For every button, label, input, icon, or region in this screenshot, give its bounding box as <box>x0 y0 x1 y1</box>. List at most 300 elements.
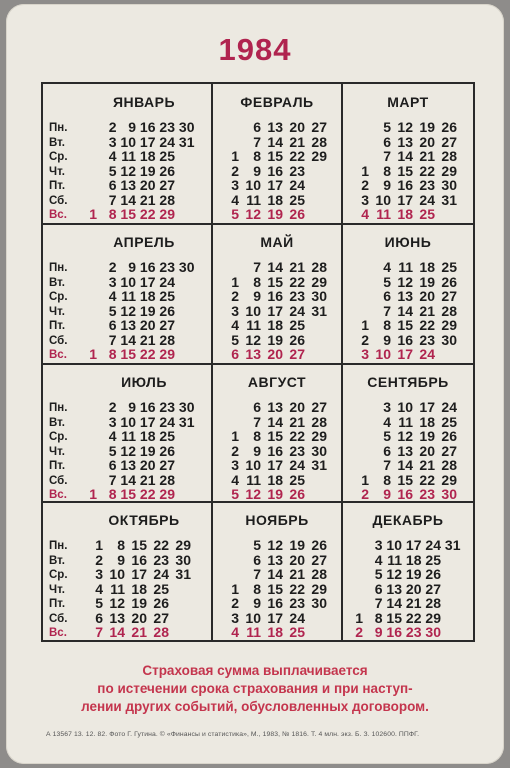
calendar-day: 5 <box>108 162 117 179</box>
calendar-day: 12 <box>245 206 261 222</box>
calendar-day: 5 <box>108 302 117 319</box>
calendar-day: 28 <box>441 457 457 473</box>
calendar-day: 25 <box>425 551 441 568</box>
calendar-day: 9 <box>253 595 261 611</box>
weekday-label: Пн. <box>49 540 68 552</box>
calendar-day: 11 <box>246 317 261 333</box>
calendar-day: 28 <box>311 259 327 275</box>
calendar-day: 25 <box>159 288 175 304</box>
month-name: ДЕКАБРЬ <box>372 512 444 528</box>
weekday-label: Вт. <box>49 416 65 429</box>
calendar-day: 7 <box>253 566 261 582</box>
calendar-day: 16 <box>267 162 283 179</box>
calendar-day: 5 <box>231 331 239 348</box>
calendar-day: 28 <box>153 624 169 640</box>
calendar-day: 13 <box>267 119 283 135</box>
weekday-label: Пт. <box>49 180 66 192</box>
calendar-day: 30 <box>311 288 327 304</box>
calendar-day: 3 <box>231 177 239 193</box>
calendar-day: 4 <box>231 624 239 640</box>
calendar-day: 21 <box>419 148 435 164</box>
calendar-day: 5 <box>374 566 383 582</box>
calendar-day: 20 <box>419 288 435 304</box>
calendar-day: 14 <box>397 457 413 473</box>
calendar-day: 30 <box>425 624 441 640</box>
calendar-day: 11 <box>121 288 136 304</box>
calendar-day: 19 <box>419 119 435 135</box>
insurance-note-line: по истечении срока страхования и при наступ- <box>97 681 413 696</box>
calendar-day: 15 <box>120 346 136 362</box>
calendar-day: 28 <box>159 331 175 348</box>
calendar-day: 3 <box>231 457 239 473</box>
calendar-day: 17 <box>405 537 422 553</box>
calendar-day: 24 <box>419 346 435 362</box>
calendar-day: 9 <box>383 177 391 193</box>
calendar-day: 17 <box>419 399 435 415</box>
calendar-day: 18 <box>267 191 283 208</box>
calendar-day: 31 <box>178 133 195 150</box>
calendar-day: 30 <box>441 177 457 193</box>
calendar-day: 30 <box>178 399 195 415</box>
calendar-day: 8 <box>108 346 117 362</box>
calendar-day: 28 <box>311 133 327 150</box>
calendar-day: 6 <box>108 177 117 193</box>
calendar-day: 14 <box>397 302 413 319</box>
insurance-note-line: лении других событий, обусловленных договором. <box>81 699 429 714</box>
weekday-label: Пн. <box>49 122 68 134</box>
calendar-day: 7 <box>383 457 391 473</box>
calendar-year: 1984 <box>218 32 292 67</box>
calendar-day: 12 <box>109 595 125 611</box>
calendar-day: 16 <box>397 486 413 502</box>
calendar-day: 25 <box>441 413 457 430</box>
calendar-day: 4 <box>108 148 117 164</box>
calendar-day: 22 <box>153 537 169 553</box>
calendar-day: 22 <box>419 317 435 333</box>
calendar-day: 11 <box>387 551 402 568</box>
calendar-day: 24 <box>289 457 305 473</box>
calendar-day: 10 <box>386 537 402 553</box>
calendar-day: 10 <box>397 399 413 415</box>
calendar-day: 30 <box>178 119 195 135</box>
calendar-day: 1 <box>361 471 369 488</box>
calendar-day: 29 <box>425 609 441 626</box>
calendar-day: 19 <box>131 595 147 611</box>
calendar-day: 7 <box>253 259 261 275</box>
month-name: ИЮЛЬ <box>121 374 167 390</box>
calendar-day: 19 <box>139 162 156 179</box>
calendar-day: 27 <box>159 457 175 473</box>
calendar-day: 11 <box>121 148 136 164</box>
calendar-day: 29 <box>311 580 327 597</box>
calendar-day: 27 <box>311 551 327 568</box>
calendar-day: 15 <box>267 428 283 444</box>
calendar-day: 20 <box>267 346 283 362</box>
calendar-day: 29 <box>175 537 191 553</box>
calendar-day: 1 <box>361 317 369 333</box>
calendar-day: 11 <box>246 471 261 488</box>
calendar-day: 30 <box>311 442 327 459</box>
calendar-day: 28 <box>159 471 175 488</box>
calendar-day: 15 <box>120 206 136 222</box>
calendar-day: 24 <box>441 399 457 415</box>
calendar-day: 29 <box>159 206 175 222</box>
month-name: МАРТ <box>387 94 429 110</box>
calendar-day: 6 <box>383 442 391 459</box>
calendar-day: 12 <box>267 537 283 553</box>
calendar-day: 25 <box>289 624 305 640</box>
calendar-day: 22 <box>419 471 435 488</box>
calendar-day: 3 <box>383 399 391 415</box>
calendar-day: 17 <box>131 566 147 582</box>
calendar-day: 12 <box>120 442 136 459</box>
calendar-day: 21 <box>419 302 435 319</box>
calendar-day: 2 <box>108 119 117 135</box>
calendar-day: 26 <box>289 206 305 222</box>
calendar-day: 26 <box>441 119 457 135</box>
month-block <box>213 364 341 502</box>
month-block <box>77 502 211 640</box>
calendar-day: 21 <box>139 191 156 208</box>
calendar-day: 4 <box>95 580 103 597</box>
calendar-day: 1 <box>231 428 239 444</box>
month-block <box>343 84 473 222</box>
weekday-label: Сб. <box>49 194 68 207</box>
calendar-day: 24 <box>159 413 175 430</box>
calendar-day: 12 <box>120 302 136 319</box>
calendar-day: 4 <box>383 259 391 275</box>
calendar-day: 24 <box>425 537 441 553</box>
calendar-day: 11 <box>246 624 261 640</box>
calendar-day: 12 <box>397 119 413 135</box>
calendar-day: 25 <box>289 471 305 488</box>
calendar-day: 4 <box>231 317 239 333</box>
calendar-day: 23 <box>153 551 169 568</box>
calendar-day: 6 <box>108 317 117 333</box>
weekday-label: Пн. <box>49 262 68 274</box>
weekday-label: Вс. <box>49 627 67 639</box>
weekday-label: Пт. <box>49 460 66 472</box>
calendar-day: 10 <box>245 609 261 626</box>
calendar-day: 6 <box>231 346 239 362</box>
calendar-day: 25 <box>159 148 175 164</box>
calendar-day: 27 <box>159 177 175 193</box>
calendar-day: 8 <box>117 537 125 553</box>
calendar-day: 14 <box>386 595 402 611</box>
calendar-day: 27 <box>153 609 169 626</box>
calendar-day: 19 <box>419 273 435 290</box>
month-block <box>77 84 211 222</box>
calendar-day: 17 <box>267 177 283 193</box>
calendar-day: 22 <box>289 273 305 290</box>
calendar-day: 26 <box>441 428 457 444</box>
calendar-day: 2 <box>95 551 103 568</box>
calendar-day: 2 <box>355 624 363 640</box>
calendar-day: 19 <box>267 486 283 502</box>
calendar-day: 27 <box>159 317 175 333</box>
calendar-day: 1 <box>231 148 239 164</box>
calendar-day: 23 <box>289 595 305 611</box>
calendar-day: 21 <box>131 624 147 640</box>
calendar-day: 31 <box>178 413 195 430</box>
calendar-day: 16 <box>139 399 156 415</box>
calendar-day: 26 <box>311 537 327 553</box>
month-block <box>343 364 473 502</box>
weekday-label: Сб. <box>49 612 68 625</box>
calendar-day: 21 <box>139 471 156 488</box>
calendar-day: 8 <box>253 428 261 444</box>
calendar-day: 24 <box>289 609 305 626</box>
calendar-day: 13 <box>397 288 413 304</box>
calendar-day: 29 <box>441 471 457 488</box>
calendar-day: 22 <box>289 148 305 164</box>
calendar-day: 16 <box>397 331 413 348</box>
calendar-day: 16 <box>386 624 402 640</box>
calendar-day: 23 <box>289 288 305 304</box>
calendar-day: 10 <box>245 177 261 193</box>
calendar-day: 9 <box>253 442 261 459</box>
calendar-day: 2 <box>108 399 117 415</box>
calendar-day: 24 <box>289 177 305 193</box>
calendar-day: 26 <box>441 273 457 290</box>
calendar-day: 22 <box>139 346 156 362</box>
calendar-day: 7 <box>108 331 117 348</box>
month-block <box>77 224 211 362</box>
calendar-day: 29 <box>311 273 327 290</box>
calendar-day: 21 <box>405 595 422 611</box>
calendar-day: 10 <box>120 133 136 150</box>
weekday-label: Вс. <box>49 349 67 361</box>
calendar-day: 2 <box>231 595 239 611</box>
calendar-day: 19 <box>267 331 283 348</box>
calendar-day: 13 <box>109 609 125 626</box>
calendar-day: 2 <box>231 162 239 179</box>
calendar-day: 14 <box>109 624 125 640</box>
calendar-day: 1 <box>89 206 97 222</box>
calendar-day: 6 <box>253 119 261 135</box>
calendar-day: 26 <box>159 442 175 459</box>
calendar-day: 9 <box>383 486 391 502</box>
calendar-day: 8 <box>383 471 391 488</box>
calendar-day: 9 <box>128 399 136 415</box>
calendar-day: 18 <box>139 148 156 164</box>
calendar-day: 5 <box>253 537 261 553</box>
calendar-day: 21 <box>289 259 305 275</box>
calendar-day: 15 <box>267 148 283 164</box>
calendar-day: 26 <box>425 566 441 582</box>
calendar-day: 20 <box>139 457 156 473</box>
calendar-day: 26 <box>289 486 305 502</box>
calendar-day: 1 <box>89 346 97 362</box>
calendar-day: 15 <box>120 486 136 502</box>
calendar-day: 23 <box>419 331 435 348</box>
calendar-day: 15 <box>267 273 283 290</box>
calendar-day: 25 <box>419 206 435 222</box>
weekday-label: Вт. <box>49 276 65 289</box>
insurance-note <box>6 662 504 716</box>
month-block <box>77 364 211 502</box>
calendar-day: 8 <box>253 273 261 290</box>
calendar-day: 7 <box>374 595 383 611</box>
month-name: ОКТЯБРЬ <box>108 512 180 528</box>
weekday-label: Чт. <box>49 445 65 458</box>
calendar-day: 4 <box>108 288 117 304</box>
calendar-day: 30 <box>311 595 327 611</box>
calendar-day: 21 <box>139 331 156 348</box>
calendar-day: 4 <box>108 428 117 444</box>
calendar-day: 27 <box>311 399 327 415</box>
calendar-day: 8 <box>108 486 117 502</box>
calendar-day: 3 <box>231 609 239 626</box>
calendar-day: 20 <box>131 609 147 626</box>
calendar-day: 24 <box>159 273 175 290</box>
calendar-day: 23 <box>159 259 175 275</box>
calendar-day: 27 <box>289 346 305 362</box>
calendar-day: 21 <box>289 413 305 430</box>
weekday-label: Вт. <box>49 554 65 567</box>
calendar-day: 27 <box>441 288 457 304</box>
calendar-day: 16 <box>397 177 413 193</box>
calendar-day: 26 <box>153 595 169 611</box>
calendar-day: 15 <box>386 609 402 626</box>
weekday-label: Ср. <box>49 431 68 443</box>
calendar-day: 4 <box>361 206 369 222</box>
calendar-day: 5 <box>383 273 391 290</box>
calendar-day: 1 <box>231 273 239 290</box>
calendar-day: 9 <box>128 259 136 275</box>
calendar-day: 19 <box>139 302 156 319</box>
calendar-day: 16 <box>139 119 156 135</box>
calendar-day: 10 <box>120 273 136 290</box>
calendar-day: 3 <box>108 413 117 430</box>
calendar-day: 13 <box>120 457 136 473</box>
calendar-day: 28 <box>441 148 457 164</box>
calendar-day: 6 <box>253 551 261 568</box>
month-name: ЯНВАРЬ <box>112 94 176 110</box>
calendar-day: 13 <box>245 346 261 362</box>
calendar-day: 5 <box>231 206 239 222</box>
calendar-day: 2 <box>231 442 239 459</box>
weekday-label: Чт. <box>49 583 65 596</box>
calendar-day: 12 <box>386 566 402 582</box>
weekday-label: Чт. <box>49 305 65 318</box>
calendar-day: 10 <box>375 346 391 362</box>
calendar-day: 6 <box>374 580 383 597</box>
month-block <box>213 84 341 222</box>
month-name: ИЮНЬ <box>384 234 432 250</box>
calendar-day: 18 <box>139 288 156 304</box>
calendar-day: 4 <box>231 191 239 208</box>
calendar-day: 19 <box>419 428 435 444</box>
calendar-day: 23 <box>159 399 175 415</box>
calendar-day: 27 <box>311 119 327 135</box>
calendar-day: 29 <box>311 428 327 444</box>
calendar-day: 2 <box>231 288 239 304</box>
calendar-day: 7 <box>253 413 261 430</box>
calendar-day: 21 <box>289 566 305 582</box>
calendar-day: 11 <box>398 413 413 430</box>
calendar-day: 29 <box>441 162 457 179</box>
calendar-day: 2 <box>361 177 369 193</box>
weekday-label: Ср. <box>49 151 68 163</box>
calendar-day: 6 <box>383 288 391 304</box>
calendar-day: 20 <box>289 399 305 415</box>
weekday-label: Сб. <box>49 334 68 347</box>
calendar-day: 17 <box>139 413 156 430</box>
calendar-day: 5 <box>231 486 239 502</box>
calendar-day: 5 <box>108 442 117 459</box>
calendar-day: 12 <box>245 486 261 502</box>
calendar-day: 15 <box>131 537 147 553</box>
calendar-day: 21 <box>419 457 435 473</box>
calendar-day: 2 <box>361 331 369 348</box>
calendar-day: 16 <box>267 442 283 459</box>
calendar-day: 17 <box>139 133 156 150</box>
calendar-day: 13 <box>267 551 283 568</box>
calendar-day: 1 <box>361 162 369 179</box>
calendar-day: 9 <box>383 331 391 348</box>
calendar-day: 22 <box>419 162 435 179</box>
calendar-day: 12 <box>397 273 413 290</box>
calendar-day: 23 <box>159 119 175 135</box>
calendar-day: 14 <box>397 148 413 164</box>
calendar-day: 23 <box>289 442 305 459</box>
calendar-day: 30 <box>175 551 191 568</box>
calendar-day: 20 <box>139 177 156 193</box>
calendar-day: 8 <box>253 148 261 164</box>
calendar-day: 3 <box>108 273 117 290</box>
calendar-day: 1 <box>95 537 103 553</box>
calendar-day: 27 <box>441 133 457 150</box>
calendar-day: 11 <box>121 428 136 444</box>
calendar-day: 19 <box>139 442 156 459</box>
calendar-day: 8 <box>108 206 117 222</box>
calendar-day: 25 <box>441 259 457 275</box>
calendar-day: 11 <box>246 191 261 208</box>
calendar-day: 6 <box>95 609 103 626</box>
calendar-day: 16 <box>267 288 283 304</box>
calendar-day: 31 <box>441 191 457 208</box>
calendar-day: 20 <box>289 119 305 135</box>
month-block <box>343 224 473 362</box>
calendar-day: 25 <box>153 580 169 597</box>
weekday-label: Пн. <box>49 402 68 414</box>
weekday-label: Чт. <box>49 165 65 178</box>
calendar-day: 23 <box>289 162 305 179</box>
calendar-day: 26 <box>159 162 175 179</box>
calendar-day: 29 <box>311 148 327 164</box>
month-name: АВГУСТ <box>247 374 307 390</box>
calendar-day: 13 <box>397 442 413 459</box>
calendar-day: 16 <box>131 551 147 568</box>
calendar-day: 22 <box>289 428 305 444</box>
calendar-day: 28 <box>311 413 327 430</box>
calendar-day: 10 <box>120 413 136 430</box>
calendar-day: 10 <box>375 191 391 208</box>
calendar-day: 9 <box>117 551 125 568</box>
calendar-day: 20 <box>405 580 422 597</box>
calendar-day: 13 <box>120 317 136 333</box>
calendar-day: 20 <box>419 442 435 459</box>
calendar-day: 14 <box>120 331 136 348</box>
calendar-day: 31 <box>311 457 327 473</box>
calendar-day: 13 <box>120 177 136 193</box>
calendar-day: 3 <box>361 346 369 362</box>
calendar-day: 24 <box>419 191 435 208</box>
calendar-day: 7 <box>383 302 391 319</box>
calendar-day: 17 <box>139 273 156 290</box>
calendar-day: 2 <box>361 486 369 502</box>
